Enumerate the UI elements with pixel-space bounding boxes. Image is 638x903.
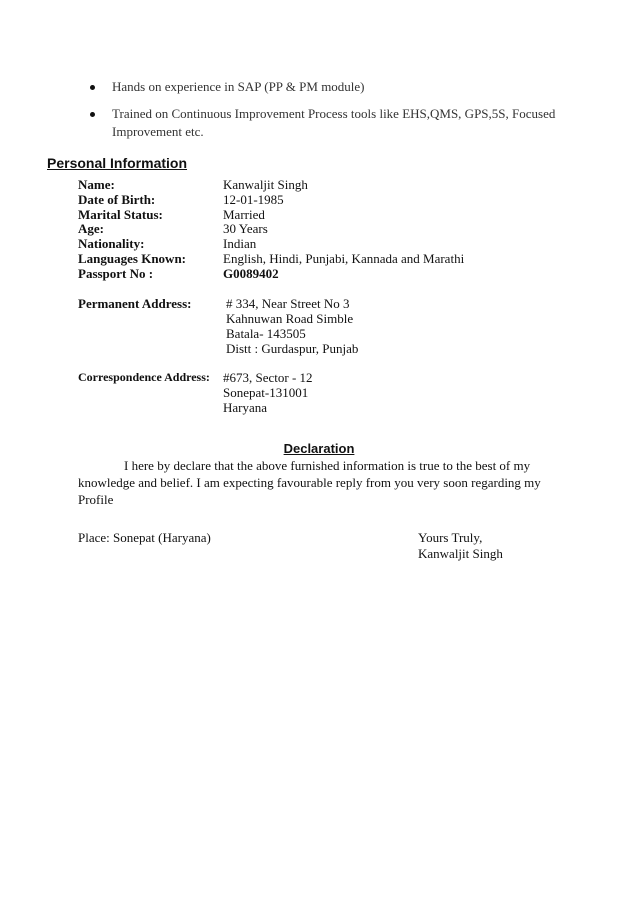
field-label: Age: [78, 221, 104, 236]
skills-bullet-list [90, 78, 560, 150]
bullet-text: Trained on Continuous Improvement Process tools like EHS,QMS, GPS,5S, Focused Improvement etc. [112, 106, 556, 139]
declaration-text: I here by declare that the above furnished information is true to the best of my knowledge and belief. I am expecting favourable reply from you very soon regarding my Profile [78, 458, 541, 507]
closing-text: Yours Truly, [418, 530, 483, 545]
field-value: 30 Years [223, 221, 268, 236]
address-line: Distt : Gurdaspur, Punjab [226, 341, 359, 356]
field-label: Name: [78, 177, 115, 192]
field-label: Date of Birth: [78, 192, 156, 207]
field-value: Kanwaljit Singh [223, 177, 308, 192]
field-label: Nationality: [78, 236, 145, 251]
bullet-dot-icon [90, 112, 95, 117]
bullet-dot-icon [90, 85, 95, 90]
field-label: Marital Status: [78, 207, 163, 222]
field-value: Indian [223, 236, 257, 251]
field-label: Languages Known: [78, 251, 186, 266]
address-line: #673, Sector - 12 [223, 370, 313, 385]
address-line: # 334, Near Street No 3 [226, 296, 350, 311]
section-title-personal-information: Personal Information [47, 155, 188, 171]
field-label: Passport No : [78, 266, 154, 281]
field-value: 12-01-1985 [223, 192, 284, 207]
declaration-title: Declaration [283, 441, 355, 456]
address-line: Batala- 143505 [226, 326, 306, 341]
field-value: Married [223, 207, 265, 222]
permanent-address-lines [226, 296, 358, 356]
field-value: G0089402 [223, 266, 279, 281]
field-label: Correspondence Address: [78, 370, 210, 384]
address-line: Sonepat-131001 [223, 385, 309, 400]
bullet-item [90, 78, 560, 96]
field-value: English, Hindi, Punjabi, Kannada and Marathi [223, 251, 465, 266]
address-line: Haryana [223, 400, 268, 415]
signature-block [418, 530, 503, 562]
signature-name: Kanwaljit Singh [418, 546, 503, 561]
bullet-text: Hands on experience in SAP (PP & PM module) [112, 79, 365, 94]
correspondence-address-lines [223, 370, 313, 415]
address-line: Kahnuwan Road Simble [226, 311, 354, 326]
field-label: Permanent Address: [78, 296, 192, 311]
place-text: Place: Sonepat (Haryana) [78, 530, 211, 545]
bullet-item [90, 105, 560, 141]
